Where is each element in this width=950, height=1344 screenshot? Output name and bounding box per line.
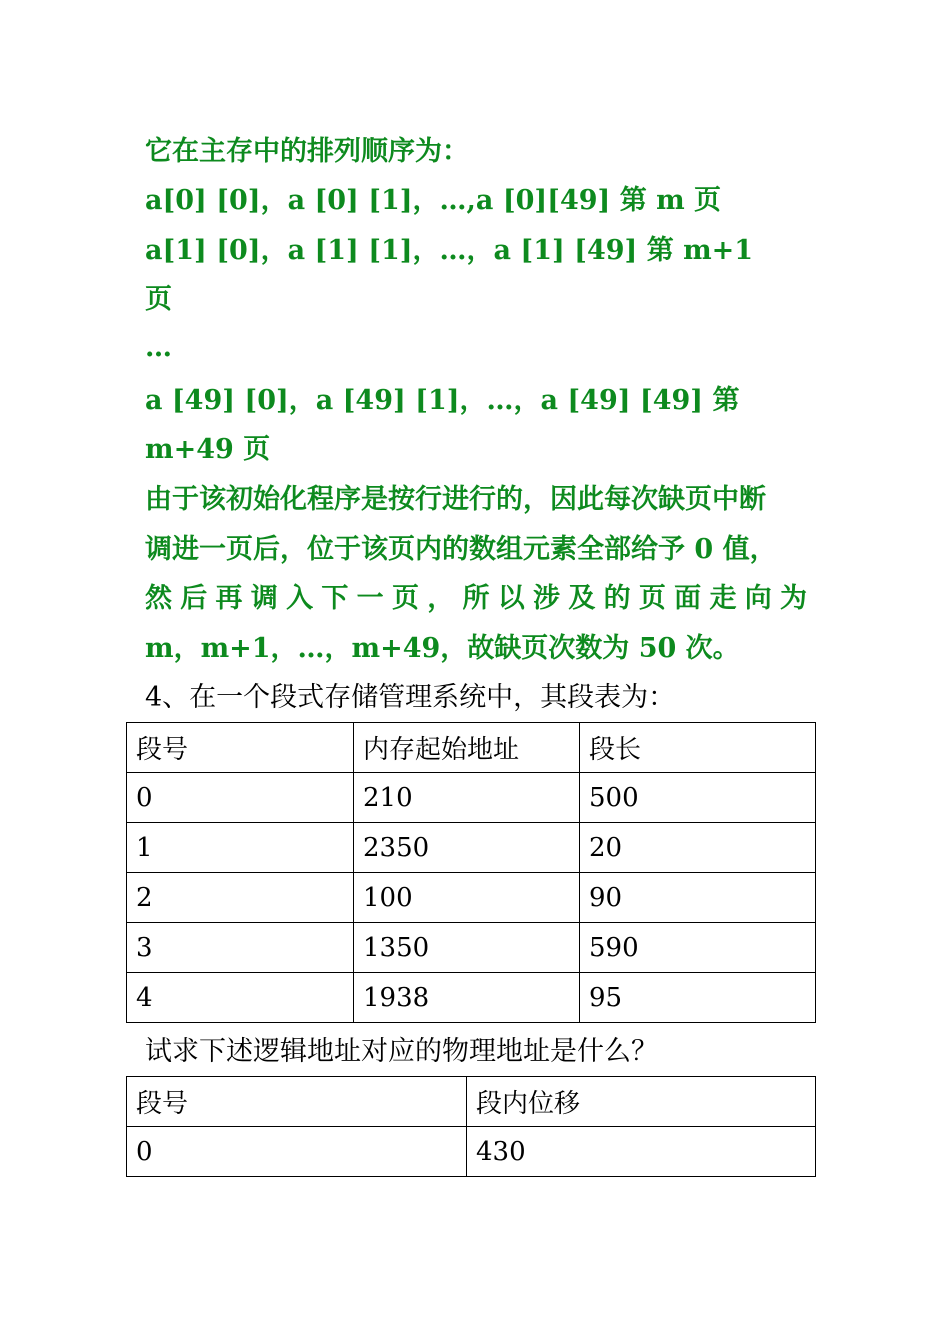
table-cell: 90: [580, 873, 816, 923]
table-cell: 1: [127, 823, 354, 873]
answer-line-9: 调进一页后，位于该页内的数组元素全部给予 0 值，: [145, 534, 777, 565]
table-row: [127, 873, 816, 923]
answer-line-4: 页: [145, 284, 172, 315]
header-cell: 段长: [580, 723, 816, 773]
answer-line-8: 由于该初始化程序是按行进行的，因此每次缺页中断: [145, 484, 766, 515]
table-cell: 430: [467, 1127, 816, 1177]
answer-line-6: a [49] [0]，a [49] [1]，…，a [49] [49] 第: [145, 385, 740, 416]
answer-line-2: a[0] [0]，a [0] [1]，…,a [0][49] 第 m 页: [145, 185, 722, 216]
table-cell: 2: [127, 873, 354, 923]
table-cell: 1938: [354, 973, 580, 1023]
table-cell: 100: [354, 873, 580, 923]
answer-line-1: 它在主存中的排列顺序为：: [145, 136, 469, 167]
answer-line-5: …: [145, 332, 172, 363]
table-cell: 95: [580, 973, 816, 1023]
table-cell: 2350: [354, 823, 580, 873]
table-cell: 1350: [354, 923, 580, 973]
header-cell: 内存起始地址: [354, 723, 580, 773]
table-header-row: [127, 1077, 816, 1127]
answer-line-10: 然后再调入下一页，所以涉及的页面走向为: [145, 583, 807, 614]
answer-line-11: m，m+1，…，m+49，故缺页次数为 50 次。: [145, 633, 740, 664]
table-cell: 4: [127, 973, 354, 1023]
table-cell: 500: [580, 773, 816, 823]
table-cell: 590: [580, 923, 816, 973]
question-4-heading: 4、在一个段式存储管理系统中，其段表为：: [145, 682, 676, 713]
header-cell: 段内位移: [467, 1077, 816, 1127]
table-cell: 0: [127, 1127, 467, 1177]
table-cell: 210: [354, 773, 580, 823]
table-cell: 20: [580, 823, 816, 873]
header-cell: 段号: [127, 1077, 467, 1127]
answer-line-7: m+49 页: [145, 434, 271, 465]
header-cell: 段号: [127, 723, 354, 773]
table-row: [127, 773, 816, 823]
table-row: [127, 823, 816, 873]
query-question: 试求下述逻辑地址对应的物理地址是什么？: [145, 1036, 658, 1067]
query-table: [126, 1076, 816, 1177]
table-row: [127, 1127, 816, 1177]
segment-table: [126, 722, 816, 1023]
table-row: [127, 923, 816, 973]
table-row: [127, 973, 816, 1023]
table-header-row: [127, 723, 816, 773]
table-cell: 0: [127, 773, 354, 823]
table-cell: 3: [127, 923, 354, 973]
answer-line-3: a[1] [0]，a [1] [1]，…，a [1] [49] 第 m+1: [145, 235, 754, 266]
